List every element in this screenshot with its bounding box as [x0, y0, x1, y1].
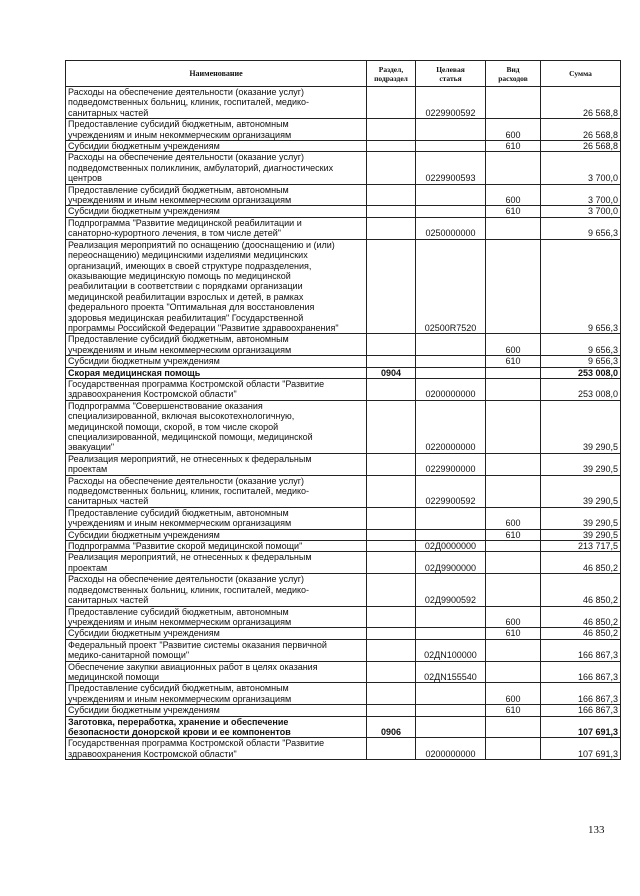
- row-name: Предоставление субсидий бюджетным, автономным учреждениям и иным некоммерческим организациям: [66, 119, 367, 141]
- row-name: Субсидии бюджетным учреждениям: [66, 206, 367, 217]
- row-section: 0906: [367, 716, 416, 738]
- table-row: [66, 453, 621, 475]
- row-name: Заготовка, переработка, хранение и обеспечение безопасности донорской крови и ее компонентов: [66, 716, 367, 738]
- row-target: [416, 334, 486, 356]
- row-target: [416, 716, 486, 738]
- row-type: [486, 574, 541, 606]
- row-name: Подпрограмма "Развитие скорой медицинской помощи": [66, 541, 367, 552]
- row-sum: 166 867,3: [541, 705, 621, 716]
- row-sum: 9 656,3: [541, 217, 621, 239]
- row-target: [416, 184, 486, 206]
- row-section: [367, 356, 416, 367]
- table-row: [66, 239, 621, 334]
- row-section: [367, 152, 416, 184]
- row-target: [416, 206, 486, 217]
- table-row: [66, 184, 621, 206]
- table-row: [66, 529, 621, 540]
- row-type: 610: [486, 356, 541, 367]
- row-section: [367, 661, 416, 683]
- row-name: Предоставление субсидий бюджетным, автономным учреждениям и иным некоммерческим организациям: [66, 184, 367, 206]
- row-sum: 3 700,0: [541, 184, 621, 206]
- row-section: [367, 184, 416, 206]
- row-sum: 9 656,3: [541, 239, 621, 334]
- row-name: Предоставление субсидий бюджетным, автономным учреждениям и иным некоммерческим организациям: [66, 683, 367, 705]
- row-target: [416, 683, 486, 705]
- row-sum: 166 867,3: [541, 639, 621, 661]
- row-name: Скорая медицинская помощь: [66, 367, 367, 378]
- row-target: 0229900000: [416, 453, 486, 475]
- row-sum: 39 290,5: [541, 453, 621, 475]
- table-row: [66, 507, 621, 529]
- row-type: 610: [486, 628, 541, 639]
- row-name: Подпрограмма "Развитие медицинской реабилитации и санаторно-курортного лечения, в том числе детей": [66, 217, 367, 239]
- row-type: [486, 716, 541, 738]
- row-target: 0229900593: [416, 152, 486, 184]
- row-target: 0200000000: [416, 738, 486, 760]
- row-name: Предоставление субсидий бюджетным, автономным учреждениям и иным некоммерческим организациям: [66, 334, 367, 356]
- row-name: Субсидии бюджетным учреждениям: [66, 356, 367, 367]
- row-sum: 39 290,5: [541, 507, 621, 529]
- row-type: 600: [486, 683, 541, 705]
- table-row: [66, 400, 621, 453]
- row-name: Субсидии бюджетным учреждениям: [66, 628, 367, 639]
- row-name: Расходы на обеспечение деятельности (оказание услуг) подведомственных поликлиник, амбулаторий, диагностических центров: [66, 152, 367, 184]
- row-name: Государственная программа Костромской области "Развитие здравоохранения Костромской области": [66, 738, 367, 760]
- row-name: Расходы на обеспечение деятельности (оказание услуг) подведомственных больниц, клиник, госпиталей, медико- санитарных частей: [66, 475, 367, 507]
- row-section: [367, 639, 416, 661]
- table-row: [66, 367, 621, 378]
- row-target: 02Д9900000: [416, 552, 486, 574]
- row-target: [416, 356, 486, 367]
- row-type: 600: [486, 507, 541, 529]
- row-section: [367, 453, 416, 475]
- row-type: [486, 400, 541, 453]
- row-name: Реализация мероприятий, не отнесенных к федеральным проектам: [66, 453, 367, 475]
- row-type: [486, 152, 541, 184]
- row-section: [367, 217, 416, 239]
- row-section: [367, 552, 416, 574]
- row-name: Предоставление субсидий бюджетным, автономным учреждениям и иным некоммерческим организациям: [66, 507, 367, 529]
- header-section: Раздел, подраздел: [367, 61, 416, 87]
- table-row: [66, 683, 621, 705]
- row-section: [367, 334, 416, 356]
- header-target: Целевая статья: [416, 61, 486, 87]
- row-sum: 3 700,0: [541, 206, 621, 217]
- row-type: 610: [486, 206, 541, 217]
- table-row: [66, 606, 621, 628]
- table-row: [66, 716, 621, 738]
- row-section: [367, 141, 416, 152]
- header-type: Вид расходов: [486, 61, 541, 87]
- row-name: Федеральный проект "Развитие системы оказания первичной медико-санитарной помощи": [66, 639, 367, 661]
- row-sum: 9 656,3: [541, 356, 621, 367]
- row-sum: 26 568,8: [541, 141, 621, 152]
- row-target: 0250000000: [416, 217, 486, 239]
- row-section: 0904: [367, 367, 416, 378]
- table-row: [66, 738, 621, 760]
- row-section: [367, 705, 416, 716]
- row-type: [486, 367, 541, 378]
- row-sum: 253 008,0: [541, 378, 621, 400]
- row-target: [416, 141, 486, 152]
- row-sum: 46 850,2: [541, 606, 621, 628]
- row-type: [486, 541, 541, 552]
- row-section: [367, 400, 416, 453]
- table-row: [66, 639, 621, 661]
- row-sum: 39 290,5: [541, 529, 621, 540]
- table-row: [66, 206, 621, 217]
- table-row: [66, 87, 621, 119]
- row-target: [416, 606, 486, 628]
- row-target: [416, 367, 486, 378]
- row-sum: 9 656,3: [541, 334, 621, 356]
- table-row: [66, 378, 621, 400]
- row-section: [367, 475, 416, 507]
- row-name: Обеспечение закупки авиационных работ в целях оказания медицинской помощи: [66, 661, 367, 683]
- row-type: [486, 639, 541, 661]
- header-name: Наименование: [66, 61, 367, 87]
- row-name: Субсидии бюджетным учреждениям: [66, 141, 367, 152]
- table-row: [66, 628, 621, 639]
- row-type: [486, 661, 541, 683]
- row-target: 02ДN155540: [416, 661, 486, 683]
- row-type: [486, 738, 541, 760]
- row-target: [416, 507, 486, 529]
- row-name: Реализация мероприятий по оснащению (дооснащению и (или) переоснащению) медицинскими изделиями медицинских организаций, имеющих в своей структуре подразделения, оказывающие медицинскую помощь по медицинской реабилитации в соответствии с порядками организации медицинской реабилитации взрослых и детей, в рамках федерального проекта "Оптимальная для восстановления здоровья медицинская реабилитация" Государственной программы Российской Федерации "Развитие здравоохранения": [66, 239, 367, 334]
- row-sum: 213 717,5: [541, 541, 621, 552]
- row-type: [486, 475, 541, 507]
- row-section: [367, 628, 416, 639]
- row-target: 0229900592: [416, 87, 486, 119]
- row-sum: 26 568,8: [541, 87, 621, 119]
- table-row: [66, 217, 621, 239]
- row-type: [486, 552, 541, 574]
- row-target: 02Д0000000: [416, 541, 486, 552]
- table-row: [66, 152, 621, 184]
- table-row: [66, 119, 621, 141]
- row-type: 600: [486, 184, 541, 206]
- row-target: 02Д9900592: [416, 574, 486, 606]
- row-section: [367, 507, 416, 529]
- header-sum: Сумма: [541, 61, 621, 87]
- row-section: [367, 529, 416, 540]
- table-row: [66, 661, 621, 683]
- row-sum: 3 700,0: [541, 152, 621, 184]
- row-target: 0220000000: [416, 400, 486, 453]
- row-target: [416, 529, 486, 540]
- page-number: 133: [588, 824, 605, 836]
- row-section: [367, 87, 416, 119]
- row-section: [367, 683, 416, 705]
- row-type: [486, 378, 541, 400]
- row-sum: 39 290,5: [541, 400, 621, 453]
- row-section: [367, 606, 416, 628]
- row-name: Реализация мероприятий, не отнесенных к федеральным проектам: [66, 552, 367, 574]
- row-sum: 46 850,2: [541, 628, 621, 639]
- table-row: [66, 574, 621, 606]
- row-sum: 26 568,8: [541, 119, 621, 141]
- row-section: [367, 206, 416, 217]
- table-header-row: [66, 61, 621, 87]
- row-sum: 46 850,2: [541, 574, 621, 606]
- row-sum: 166 867,3: [541, 661, 621, 683]
- row-type: [486, 453, 541, 475]
- row-type: 600: [486, 334, 541, 356]
- table-row: [66, 705, 621, 716]
- table-row: [66, 334, 621, 356]
- row-sum: 107 691,3: [541, 716, 621, 738]
- row-target: [416, 628, 486, 639]
- table-row: [66, 541, 621, 552]
- row-sum: 107 691,3: [541, 738, 621, 760]
- row-sum: 166 867,3: [541, 683, 621, 705]
- row-name: Подпрограмма "Совершенствование оказания специализированной, включая высокотехнологичную, медицинской помощи, скорой, в том числе скорой специализированной, медицинской помощи, медицинской эвакуации": [66, 400, 367, 453]
- row-target: 0229900592: [416, 475, 486, 507]
- row-name: Предоставление субсидий бюджетным, автономным учреждениям и иным некоммерческим организациям: [66, 606, 367, 628]
- row-sum: 39 290,5: [541, 475, 621, 507]
- row-target: 02500R7520: [416, 239, 486, 334]
- row-target: [416, 119, 486, 141]
- table-row: [66, 475, 621, 507]
- table-row: [66, 141, 621, 152]
- row-name: Субсидии бюджетным учреждениям: [66, 705, 367, 716]
- table-row: [66, 552, 621, 574]
- row-type: 610: [486, 705, 541, 716]
- row-type: [486, 217, 541, 239]
- row-name: Расходы на обеспечение деятельности (оказание услуг) подведомственных больниц, клиник, госпиталей, медико- санитарных частей: [66, 87, 367, 119]
- row-section: [367, 541, 416, 552]
- row-name: Государственная программа Костромской области "Развитие здравоохранения Костромской области": [66, 378, 367, 400]
- row-target: 0200000000: [416, 378, 486, 400]
- row-section: [367, 738, 416, 760]
- row-type: 610: [486, 529, 541, 540]
- row-target: [416, 705, 486, 716]
- table-row: [66, 356, 621, 367]
- row-section: [367, 119, 416, 141]
- row-sum: 253 008,0: [541, 367, 621, 378]
- row-type: 600: [486, 606, 541, 628]
- budget-table: [65, 60, 621, 760]
- row-name: Расходы на обеспечение деятельности (оказание услуг) подведомственных больниц, клиник, госпиталей, медико- санитарных частей: [66, 574, 367, 606]
- row-sum: 46 850,2: [541, 552, 621, 574]
- row-section: [367, 574, 416, 606]
- row-section: [367, 378, 416, 400]
- row-type: 610: [486, 141, 541, 152]
- row-section: [367, 239, 416, 334]
- row-type: [486, 239, 541, 334]
- row-type: [486, 87, 541, 119]
- row-target: 02ДN100000: [416, 639, 486, 661]
- row-name: Субсидии бюджетным учреждениям: [66, 529, 367, 540]
- row-type: 600: [486, 119, 541, 141]
